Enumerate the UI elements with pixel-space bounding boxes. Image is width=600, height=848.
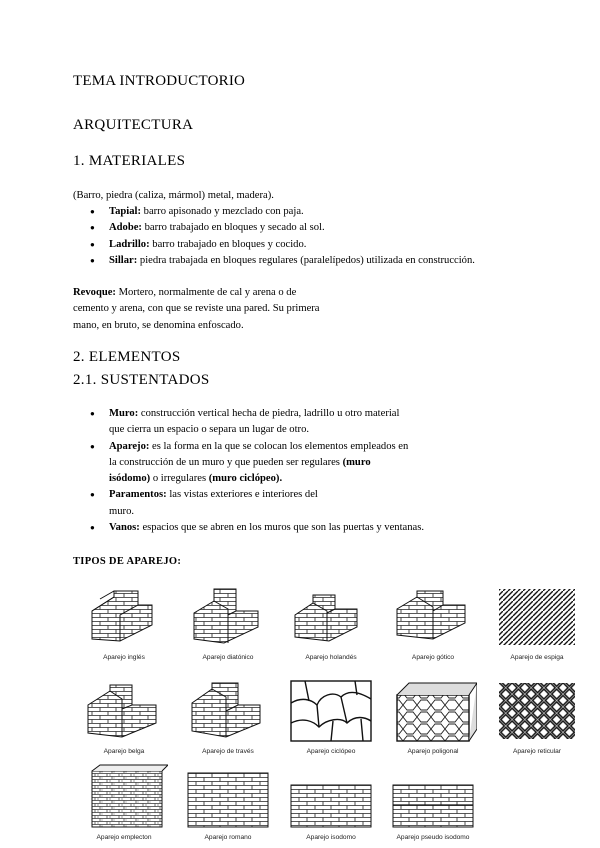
materiales-heading: 1. MATERIALES: [73, 153, 186, 169]
elementos-list: [90, 406, 560, 536]
aparejo-tile: [283, 761, 379, 847]
aparejo-tile: [180, 581, 276, 667]
aparejo-pseudo-isodomo-drawing: [389, 761, 477, 831]
aparejo-tile: [283, 675, 379, 761]
list-item: ● Muro: construcción vertical hecha de piedra, ladrillo u otro material que cierra un espacio o separa un lugar de otro.: [90, 406, 560, 439]
aparejo-tile: [76, 675, 172, 761]
revoque-paragraph: Revoque: Mortero, normalmente de cal y arena o de cemento y arena, con que se reviste una pared. Su primera mano, en bruto, se denomina enfoscado.: [73, 287, 320, 331]
aparejo-diatonico-drawing: [184, 581, 272, 651]
aparejo-caption: Aparejo inglés: [103, 654, 145, 661]
aparejo-caption: Aparejo emplecton: [96, 834, 152, 841]
aparejo-romano-drawing: [184, 761, 272, 831]
tipos-heading: TIPOS DE APAREJO:: [73, 556, 182, 567]
aparejo-poligonal-drawing: [389, 675, 477, 745]
aparejo-espiga-drawing: [493, 581, 581, 651]
aparejo-caption: Aparejo belga: [103, 748, 145, 755]
aparejo-traves-drawing: [184, 675, 272, 745]
aparejo-caption: Aparejo reticular: [512, 748, 561, 755]
aparejo-reticular-drawing: [493, 675, 581, 745]
list-item: ● Paramentos: las vistas exteriores e interiores del muro.: [90, 487, 560, 520]
aparejo-caption: Aparejo romano: [204, 834, 252, 841]
aparejo-tile: [489, 581, 585, 667]
aparejo-caption: Aparejo ciclópeo: [306, 748, 356, 755]
aparejo-gotico-drawing: [389, 581, 477, 651]
aparejo-caption: Aparejo de espiga: [510, 654, 564, 661]
aparejo-ciclopeo-drawing: [287, 675, 375, 745]
aparejo-caption: Aparejo pseudo isodomo: [396, 834, 470, 841]
aparejo-caption: Aparejo holandés: [305, 654, 357, 661]
list-item: ● Tapial: barro apisonado y mezclado con paja.: [90, 204, 560, 220]
list-item: ● Vanos: espacios que se abren en los muros que son las puertas y ventanas.: [90, 520, 560, 536]
sustentados-heading: 2.1. SUSTENTADOS: [73, 372, 210, 388]
aparejo-caption: Aparejo diatónico: [202, 654, 254, 661]
aparejo-tile: [180, 761, 276, 847]
aparejo-tile: [76, 761, 172, 847]
list-item: ● Ladrillo: barro trabajado en bloques y cocido.: [90, 237, 560, 253]
aparejo-tile: [385, 581, 481, 667]
aparejo-belga-drawing: [80, 675, 168, 745]
aparejo-isodomo-drawing: [287, 761, 375, 831]
subject-heading: ARQUITECTURA: [73, 117, 194, 133]
aparejo-caption: Aparejo de través: [202, 748, 254, 755]
aparejo-tile: [180, 675, 276, 761]
elementos-heading: 2. ELEMENTOS: [73, 349, 181, 365]
materiales-list: [90, 204, 560, 269]
aparejo-tile: [489, 675, 585, 761]
aparejo-caption: Aparejo gótico: [411, 654, 455, 661]
aparejo-tile: [76, 581, 172, 667]
tema-heading: TEMA INTRODUCTORIO: [73, 73, 246, 89]
aparejo-emplecton-drawing: [80, 761, 168, 831]
aparejo-tile: [385, 675, 481, 761]
aparejo-ingles-drawing: [80, 581, 168, 651]
list-item: ● Adobe: barro trabajado en bloques y secado al sol.: [90, 220, 560, 236]
aparejo-holandes-drawing: [287, 581, 375, 651]
aparejo-tile: [385, 761, 481, 847]
list-item: ● Aparejo: es la forma en la que se colocan los elementos empleados en la construcción de un muro y que pueden ser regulares (muro isódomo) o irregulares (muro ciclópeo).: [90, 439, 560, 488]
materiales-intro: (Barro, piedra (caliza, mármol) metal, madera).: [73, 190, 274, 201]
aparejo-caption: Aparejo poligonal: [407, 748, 459, 755]
aparejo-tile: [283, 581, 379, 667]
aparejo-caption: Aparejo isodomo: [306, 834, 356, 841]
list-item: ● Sillar: piedra trabajada en bloques regulares (paralelípedos) utilizada en construcción.: [90, 253, 560, 269]
